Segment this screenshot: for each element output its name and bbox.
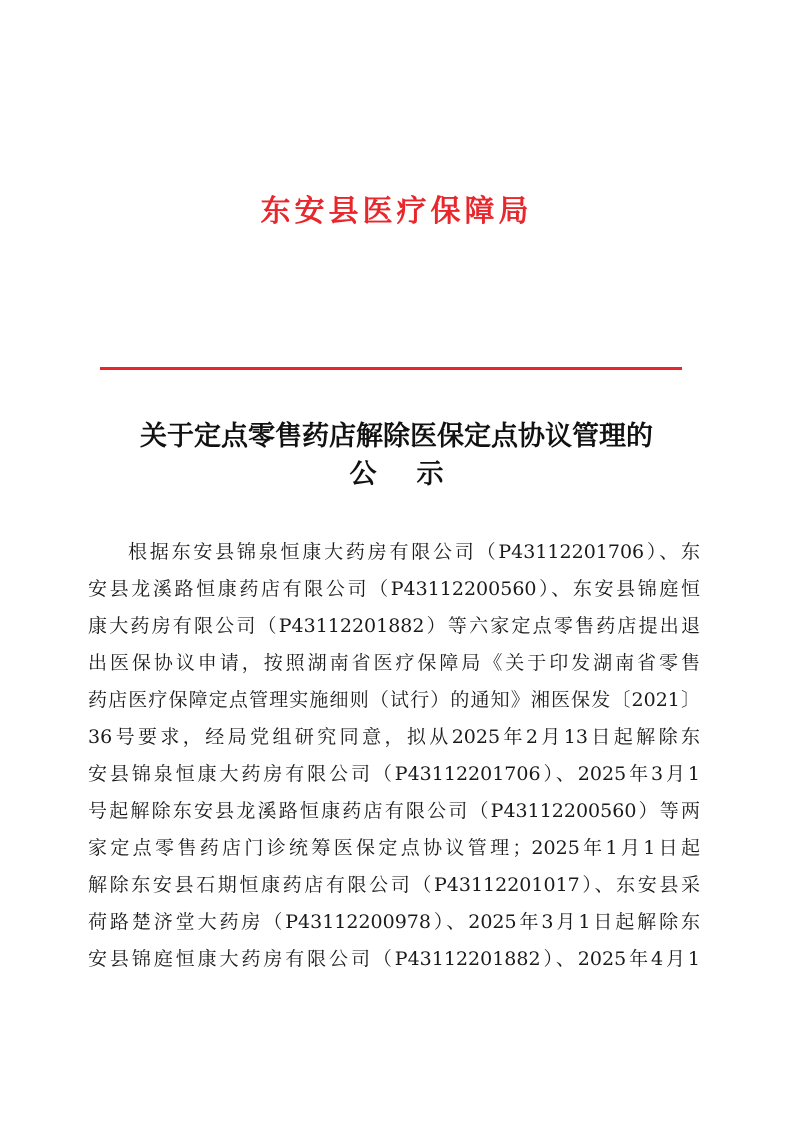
letterhead-divider <box>100 367 682 370</box>
document-body <box>88 534 700 978</box>
document-title <box>0 418 793 494</box>
body-line: 号起解除东安县龙溪路恒康药店有限公司（P43112200560）等两 <box>88 800 700 822</box>
body-line: 出医保协议申请，按照湖南省医疗保障局《关于印发湖南省零售 <box>88 652 700 674</box>
body-line: 家定点零售药店门诊统筹医保定点协议管理；2025年1月1日起 <box>88 837 700 859</box>
body-line: 解除东安县石期恒康药店有限公司（P43112201017）、东安县采 <box>88 874 700 896</box>
letterhead-org-name: 东安县医疗保障局 <box>260 194 533 229</box>
document-title-line-1: 关于定点零售药店解除医保定点协议管理的 <box>140 421 653 452</box>
body-line: 药店医疗保障定点管理实施细则（试行）的通知》湘医保发〔2021〕 <box>88 689 700 711</box>
body-line: 安县锦庭恒康大药房有限公司（P43112201882）、2025年4月1 <box>88 948 700 970</box>
body-line: 根据东安县锦泉恒康大药房有限公司（P43112201706）、东 <box>128 541 700 563</box>
document-title-line-2: 公示 <box>349 459 484 490</box>
body-line: 荷路楚济堂大药房（P43112200978）、2025年3月1日起解除东 <box>88 911 700 933</box>
body-line: 36号要求，经局党组研究同意，拟从2025年2月13日起解除东 <box>88 726 700 748</box>
body-line: 安县锦泉恒康大药房有限公司（P43112201706）、2025年3月1 <box>88 763 700 785</box>
body-line: 康大药房有限公司（P43112201882）等六家定点零售药店提出退 <box>88 615 700 637</box>
body-line: 安县龙溪路恒康药店有限公司（P43112200560）、东安县锦庭恒 <box>88 578 700 600</box>
